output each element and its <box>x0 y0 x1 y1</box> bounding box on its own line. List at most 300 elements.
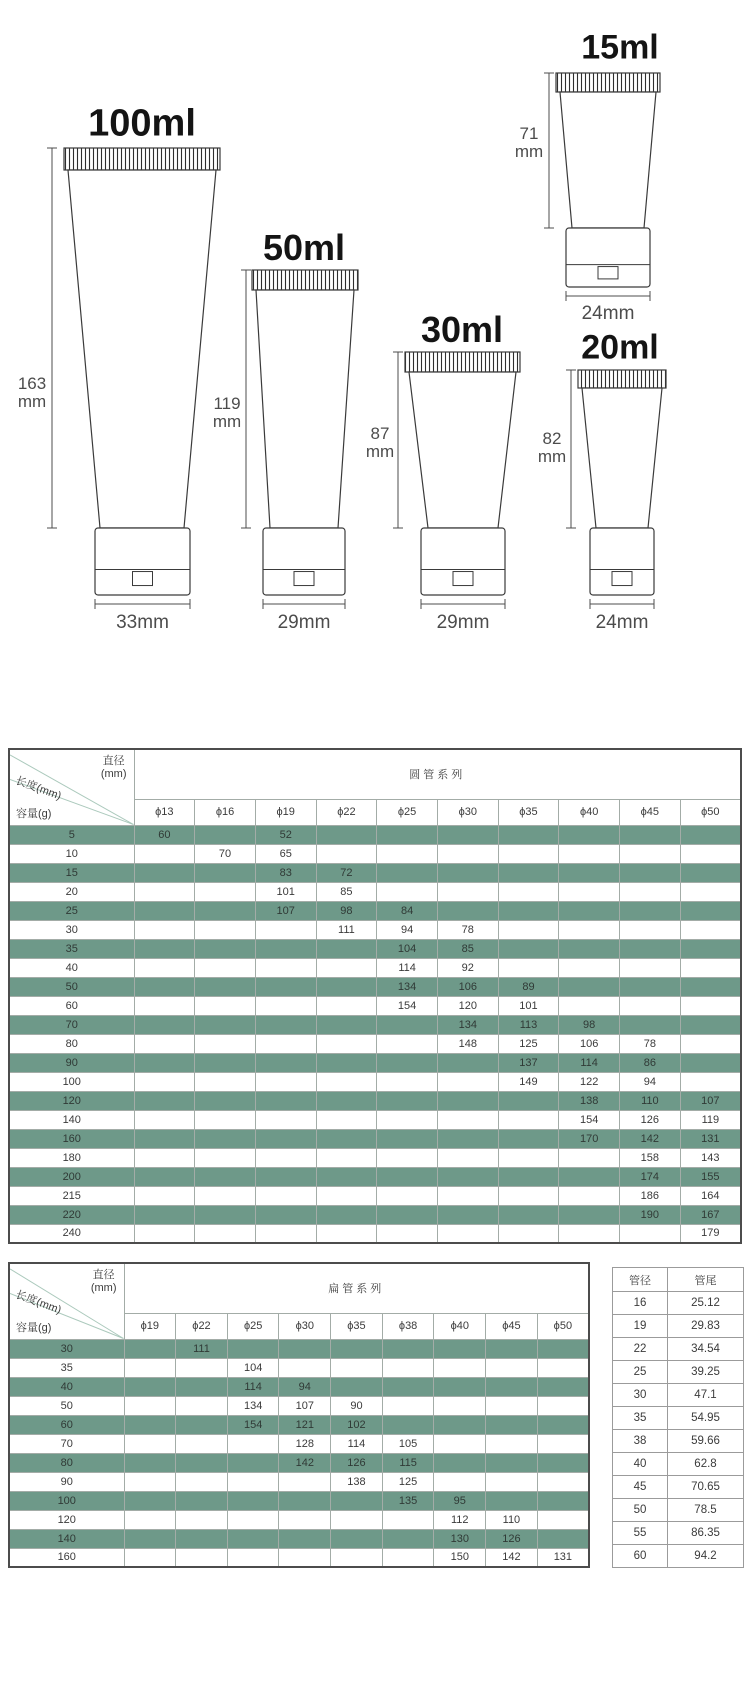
tube-tail-cell: 59.66 <box>668 1430 744 1453</box>
length-value-cell <box>437 1186 498 1205</box>
length-value-cell <box>255 920 316 939</box>
table-row <box>9 1053 741 1072</box>
length-value-cell <box>377 825 438 844</box>
length-value-cell <box>498 901 559 920</box>
table-row <box>9 920 741 939</box>
length-value-cell: 174 <box>620 1167 681 1186</box>
length-value-cell <box>227 1453 279 1472</box>
capacity-cell: 70 <box>9 1015 134 1034</box>
tube-height-label <box>366 425 394 462</box>
table-row <box>9 1472 589 1491</box>
length-value-cell: 148 <box>437 1034 498 1053</box>
length-value-cell <box>195 939 256 958</box>
height-dimension-line <box>47 148 57 528</box>
length-value-cell <box>498 1110 559 1129</box>
capacity-cell: 180 <box>9 1148 134 1167</box>
height-value: 163 <box>17 374 47 393</box>
diameter-column-header: ϕ45 <box>486 1313 538 1339</box>
length-value-cell <box>486 1434 538 1453</box>
length-value-cell: 107 <box>279 1396 331 1415</box>
capacity-cell: 5 <box>9 825 134 844</box>
length-value-cell: 164 <box>680 1186 741 1205</box>
length-value-cell <box>620 939 681 958</box>
tube-diameter-cell: 45 <box>613 1476 668 1499</box>
length-value-cell <box>134 1053 195 1072</box>
tube-diameter-cell: 38 <box>613 1430 668 1453</box>
length-value-cell: 101 <box>255 882 316 901</box>
length-value-cell <box>134 1072 195 1091</box>
length-value-cell <box>382 1548 434 1567</box>
length-value-cell <box>537 1415 589 1434</box>
tube-volume-label: 15ml <box>581 28 659 67</box>
table-row <box>9 882 741 901</box>
width-dimension-line <box>95 599 190 609</box>
tube-height-label <box>538 430 566 467</box>
diameter-column-header: ϕ30 <box>437 799 498 825</box>
length-value-cell <box>434 1434 486 1453</box>
length-value-cell <box>255 1148 316 1167</box>
length-value-cell <box>255 1129 316 1148</box>
length-value-cell <box>255 1186 316 1205</box>
length-value-cell <box>316 1015 377 1034</box>
length-value-cell <box>382 1377 434 1396</box>
tube-width-label: 33mm <box>116 612 169 633</box>
length-value-cell <box>559 863 620 882</box>
table-row <box>9 844 741 863</box>
length-value-cell <box>382 1339 434 1358</box>
length-value-cell: 131 <box>680 1129 741 1148</box>
tube-diameter-cell: 60 <box>613 1545 668 1568</box>
capacity-cell: 240 <box>9 1224 134 1243</box>
length-value-cell: 70 <box>195 844 256 863</box>
length-value-cell: 65 <box>255 844 316 863</box>
length-value-cell <box>620 844 681 863</box>
tube-width-label: 24mm <box>595 612 649 633</box>
length-value-cell <box>227 1529 279 1548</box>
length-value-cell <box>437 1167 498 1186</box>
length-value-cell: 154 <box>377 996 438 1015</box>
length-value-cell <box>680 1072 741 1091</box>
length-value-cell <box>279 1491 331 1510</box>
length-value-cell <box>124 1491 176 1510</box>
tube-diameter-cell: 40 <box>613 1453 668 1476</box>
length-value-cell <box>437 863 498 882</box>
length-value-cell <box>176 1377 228 1396</box>
length-value-cell <box>437 844 498 863</box>
length-value-cell <box>176 1548 228 1567</box>
table-row <box>9 1034 741 1053</box>
length-value-cell <box>559 920 620 939</box>
length-value-cell <box>620 863 681 882</box>
length-value-cell: 92 <box>437 958 498 977</box>
tube-volume-label: 20ml <box>581 328 659 367</box>
length-value-cell <box>316 1110 377 1129</box>
length-value-cell <box>331 1510 383 1529</box>
tube-size-diagram <box>0 0 750 748</box>
length-value-cell: 126 <box>486 1529 538 1548</box>
length-value-cell <box>537 1377 589 1396</box>
table-row <box>9 939 741 958</box>
capacity-cell: 40 <box>9 958 134 977</box>
capacity-cell: 50 <box>9 977 134 996</box>
table-row <box>613 1407 744 1430</box>
length-value-cell <box>559 844 620 863</box>
capacity-cell: 25 <box>9 901 134 920</box>
table-row <box>613 1361 744 1384</box>
capacity-cell: 140 <box>9 1110 134 1129</box>
table-row <box>9 1015 741 1034</box>
length-value-cell <box>437 1053 498 1072</box>
corner-diameter-label: 直径 (mm) <box>90 1269 117 1295</box>
table-row <box>9 1434 589 1453</box>
length-value-cell <box>680 939 741 958</box>
length-value-cell <box>195 1205 256 1224</box>
height-unit: mm <box>514 142 544 162</box>
length-value-cell <box>437 901 498 920</box>
length-value-cell <box>316 825 377 844</box>
length-value-cell <box>195 1186 256 1205</box>
capacity-cell: 60 <box>9 996 134 1015</box>
length-value-cell <box>124 1529 176 1548</box>
tube-tail-cell: 29.83 <box>668 1315 744 1338</box>
length-value-cell: 78 <box>620 1034 681 1053</box>
tube-diameter-cell: 50 <box>613 1499 668 1522</box>
diameter-column-header: ϕ19 <box>255 799 316 825</box>
length-value-cell <box>227 1510 279 1529</box>
length-value-cell <box>331 1339 383 1358</box>
length-value-cell <box>124 1453 176 1472</box>
length-value-cell <box>279 1548 331 1567</box>
length-value-cell: 114 <box>331 1434 383 1453</box>
tail-table-headers <box>613 1268 744 1292</box>
length-value-cell: 95 <box>434 1491 486 1510</box>
tail-table-header: 管径 <box>613 1268 668 1292</box>
length-value-cell: 94 <box>279 1377 331 1396</box>
tube-tail-cell: 39.25 <box>668 1361 744 1384</box>
length-value-cell: 105 <box>382 1434 434 1453</box>
round-table-corner-cell <box>9 749 134 825</box>
diameter-column-header: ϕ16 <box>195 799 256 825</box>
table-row <box>9 1415 589 1434</box>
length-value-cell <box>316 1148 377 1167</box>
tube-tail-cell: 94.2 <box>668 1545 744 1568</box>
length-value-cell <box>331 1491 383 1510</box>
tube-diameter-cell: 55 <box>613 1522 668 1545</box>
length-value-cell <box>134 977 195 996</box>
capacity-cell: 50 <box>9 1396 124 1415</box>
length-value-cell: 111 <box>176 1339 228 1358</box>
length-value-cell <box>486 1377 538 1396</box>
length-value-cell <box>620 882 681 901</box>
table-row <box>613 1522 744 1545</box>
length-value-cell <box>680 1034 741 1053</box>
length-value-cell <box>176 1453 228 1472</box>
length-value-cell <box>134 996 195 1015</box>
length-value-cell <box>255 1053 316 1072</box>
capacity-cell: 160 <box>9 1548 124 1567</box>
length-value-cell: 104 <box>227 1358 279 1377</box>
length-value-cell <box>498 1129 559 1148</box>
length-value-cell <box>537 1358 589 1377</box>
length-value-cell <box>377 844 438 863</box>
tube-diameter-cell: 25 <box>613 1361 668 1384</box>
diameter-column-header: ϕ22 <box>176 1313 228 1339</box>
length-value-cell <box>195 1015 256 1034</box>
length-value-cell <box>176 1510 228 1529</box>
capacity-cell: 35 <box>9 1358 124 1377</box>
length-value-cell: 94 <box>377 920 438 939</box>
length-value-cell <box>134 882 195 901</box>
tube-diameter-cell: 19 <box>613 1315 668 1338</box>
length-value-cell: 138 <box>331 1472 383 1491</box>
length-value-cell: 98 <box>559 1015 620 1034</box>
length-value-cell <box>227 1339 279 1358</box>
length-value-cell: 135 <box>382 1491 434 1510</box>
length-value-cell <box>195 996 256 1015</box>
height-unit: mm <box>212 412 242 432</box>
length-value-cell <box>134 1205 195 1224</box>
table-row <box>9 1510 589 1529</box>
tube-height-label <box>18 375 46 412</box>
length-value-cell <box>176 1358 228 1377</box>
length-value-cell: 134 <box>437 1015 498 1034</box>
length-value-cell <box>134 1224 195 1243</box>
height-unit: mm <box>365 442 395 462</box>
capacity-cell: 10 <box>9 844 134 863</box>
capacity-cell: 80 <box>9 1453 124 1472</box>
tube-volume-label: 100ml <box>88 102 196 145</box>
length-value-cell: 84 <box>377 901 438 920</box>
capacity-cell: 90 <box>9 1053 134 1072</box>
length-value-cell: 112 <box>434 1510 486 1529</box>
length-value-cell: 149 <box>498 1072 559 1091</box>
length-value-cell <box>279 1510 331 1529</box>
length-value-cell <box>680 1015 741 1034</box>
length-value-cell <box>195 920 256 939</box>
capacity-cell: 140 <box>9 1529 124 1548</box>
length-value-cell <box>559 996 620 1015</box>
length-value-cell: 107 <box>255 901 316 920</box>
length-value-cell <box>195 1167 256 1186</box>
length-value-cell <box>134 863 195 882</box>
tube-width-label: 24mm <box>581 303 635 324</box>
length-value-cell <box>559 901 620 920</box>
length-value-cell: 186 <box>620 1186 681 1205</box>
length-value-cell: 154 <box>559 1110 620 1129</box>
length-value-cell <box>316 1053 377 1072</box>
length-value-cell <box>124 1339 176 1358</box>
length-value-cell <box>134 1034 195 1053</box>
tube-tail-cell: 34.54 <box>668 1338 744 1361</box>
length-value-cell <box>377 1167 438 1186</box>
table-row <box>613 1453 744 1476</box>
length-value-cell: 114 <box>227 1377 279 1396</box>
height-value: 87 <box>370 424 390 443</box>
length-value-cell: 179 <box>680 1224 741 1243</box>
capacity-cell: 80 <box>9 1034 134 1053</box>
length-value-cell: 101 <box>498 996 559 1015</box>
flat-table-corner-cell <box>9 1263 124 1339</box>
length-value-cell: 158 <box>620 1148 681 1167</box>
length-value-cell <box>134 958 195 977</box>
length-value-cell: 126 <box>331 1453 383 1472</box>
length-value-cell: 94 <box>620 1072 681 1091</box>
length-value-cell <box>316 1224 377 1243</box>
length-value-cell <box>377 1015 438 1034</box>
length-value-cell: 106 <box>559 1034 620 1053</box>
length-value-cell <box>486 1396 538 1415</box>
length-value-cell <box>316 844 377 863</box>
tube-tail-cell: 47.1 <box>668 1384 744 1407</box>
length-value-cell <box>486 1472 538 1491</box>
length-value-cell <box>195 1053 256 1072</box>
table-row <box>9 1072 741 1091</box>
length-value-cell <box>377 1148 438 1167</box>
length-value-cell <box>195 977 256 996</box>
length-value-cell <box>559 958 620 977</box>
capacity-cell: 20 <box>9 882 134 901</box>
length-value-cell <box>377 1129 438 1148</box>
table-row <box>9 1148 741 1167</box>
length-value-cell <box>437 1072 498 1091</box>
length-value-cell <box>331 1548 383 1567</box>
tube-volume-label: 30ml <box>420 309 504 350</box>
length-value-cell <box>316 1186 377 1205</box>
diameter-column-header: ϕ40 <box>559 799 620 825</box>
capacity-cell: 215 <box>9 1186 134 1205</box>
capacity-cell: 60 <box>9 1415 124 1434</box>
length-value-cell <box>498 825 559 844</box>
length-value-cell: 125 <box>382 1472 434 1491</box>
length-value-cell <box>498 939 559 958</box>
length-value-cell <box>255 939 316 958</box>
length-value-cell: 143 <box>680 1148 741 1167</box>
length-value-cell <box>195 882 256 901</box>
height-value: 82 <box>542 429 562 448</box>
tube-height-label <box>515 125 543 162</box>
tube-diameter-cell: 16 <box>613 1292 668 1315</box>
length-value-cell <box>437 1129 498 1148</box>
length-value-cell <box>331 1377 383 1396</box>
length-value-cell <box>176 1491 228 1510</box>
diameter-column-header: ϕ38 <box>382 1313 434 1339</box>
length-value-cell: 142 <box>620 1129 681 1148</box>
length-value-cell <box>316 939 377 958</box>
length-value-cell <box>124 1548 176 1567</box>
length-value-cell <box>316 1205 377 1224</box>
length-value-cell <box>437 825 498 844</box>
tube-tail-cell: 86.35 <box>668 1522 744 1545</box>
capacity-cell: 15 <box>9 863 134 882</box>
length-value-cell <box>498 1205 559 1224</box>
length-value-cell <box>559 977 620 996</box>
length-value-cell <box>382 1510 434 1529</box>
diameter-column-header: ϕ19 <box>124 1313 176 1339</box>
tube-drawing <box>47 148 220 609</box>
length-value-cell: 170 <box>559 1129 620 1148</box>
length-value-cell: 115 <box>382 1453 434 1472</box>
round-tube-table <box>8 748 742 1244</box>
table-row <box>9 1529 589 1548</box>
length-value-cell <box>486 1453 538 1472</box>
table-row <box>9 901 741 920</box>
table-row <box>9 1377 589 1396</box>
length-value-cell <box>195 825 256 844</box>
tube-tail-table <box>612 1267 744 1568</box>
length-value-cell: 85 <box>316 882 377 901</box>
capacity-cell: 100 <box>9 1491 124 1510</box>
table-row <box>9 1358 589 1377</box>
width-dimension-line <box>590 599 654 609</box>
tube-diameter-cell: 35 <box>613 1407 668 1430</box>
table-row <box>9 1129 741 1148</box>
length-value-cell <box>316 1129 377 1148</box>
length-value-cell <box>434 1339 486 1358</box>
table-row <box>9 996 741 1015</box>
table-row <box>9 1167 741 1186</box>
length-value-cell <box>134 901 195 920</box>
length-value-cell: 126 <box>620 1110 681 1129</box>
table-row <box>9 958 741 977</box>
length-value-cell <box>377 1224 438 1243</box>
length-value-cell <box>537 1396 589 1415</box>
length-value-cell <box>620 996 681 1015</box>
length-value-cell <box>176 1396 228 1415</box>
capacity-cell: 30 <box>9 1339 124 1358</box>
length-value-cell <box>124 1358 176 1377</box>
height-unit: mm <box>537 447 567 467</box>
length-value-cell <box>255 1110 316 1129</box>
table-row <box>9 1453 589 1472</box>
length-value-cell <box>255 958 316 977</box>
diameter-column-header: ϕ35 <box>498 799 559 825</box>
length-value-cell <box>195 1072 256 1091</box>
length-value-cell: 190 <box>620 1205 681 1224</box>
length-value-cell <box>316 977 377 996</box>
length-value-cell <box>195 863 256 882</box>
length-value-cell <box>227 1472 279 1491</box>
length-value-cell: 119 <box>680 1110 741 1129</box>
tube-tail-cell: 62.8 <box>668 1453 744 1476</box>
length-value-cell <box>377 1072 438 1091</box>
length-value-cell <box>176 1472 228 1491</box>
length-value-cell <box>255 1015 316 1034</box>
length-value-cell <box>498 1148 559 1167</box>
length-value-cell <box>382 1396 434 1415</box>
length-value-cell: 134 <box>227 1396 279 1415</box>
length-value-cell <box>255 977 316 996</box>
tube-drawing <box>393 352 520 609</box>
length-value-cell <box>124 1472 176 1491</box>
length-value-cell <box>620 1015 681 1034</box>
capacity-cell: 30 <box>9 920 134 939</box>
length-value-cell <box>195 1110 256 1129</box>
length-value-cell <box>124 1510 176 1529</box>
tube-volume-label: 50ml <box>262 227 346 268</box>
length-value-cell <box>498 920 559 939</box>
table-row <box>9 1091 741 1110</box>
length-value-cell <box>377 1034 438 1053</box>
length-value-cell <box>134 1129 195 1148</box>
length-value-cell <box>680 901 741 920</box>
length-value-cell: 104 <box>377 939 438 958</box>
length-value-cell <box>437 1224 498 1243</box>
length-value-cell <box>537 1434 589 1453</box>
length-value-cell <box>437 1205 498 1224</box>
length-value-cell <box>377 1053 438 1072</box>
length-value-cell <box>134 1015 195 1034</box>
length-value-cell <box>498 844 559 863</box>
